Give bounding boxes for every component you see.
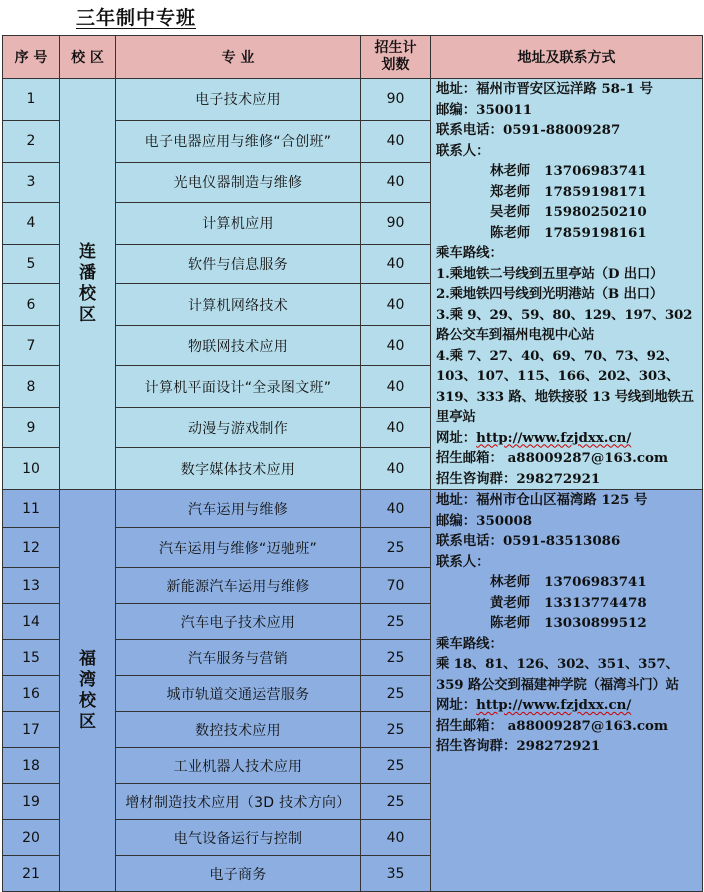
header-row [3,36,703,79]
row-number: 3 [3,162,60,202]
enrollment-plan: 90 [361,79,431,121]
major-name: 数控技术应用 [116,712,361,748]
contact-tel: 15980250210 [544,204,647,220]
route-text: 2.乘地铁四号线到光明港站（B 出口） [436,286,664,302]
qq-group-text: 招生咨询群：298272921 [436,738,601,754]
enrollment-plan: 40 [361,408,431,448]
row-number: 2 [3,120,60,162]
major-name: 城市轨道交通运营服务 [116,676,361,712]
table-row [3,79,703,121]
major-name: 增材制造技术应用（3D 技术方向） [116,784,361,820]
website-line [436,695,702,716]
table-row [3,490,703,528]
contact-tel: 13030899512 [544,615,647,631]
contact-person [436,202,702,223]
postcode-text: 邮编：350008 [436,512,533,529]
major-name: 计算机应用 [116,202,361,244]
enrollment-plan: 40 [361,820,431,856]
contact-person [436,572,702,593]
contact-tel: 13706983741 [544,574,647,590]
enrollment-plan: 40 [361,284,431,326]
route-text: 4.乘 7、27、40、69、70、73、92、103、107、115、166、202、303、319、333 路、地铁接驳 13 号线到地铁五里亭站 [436,347,694,425]
major-name: 工业机器人技术应用 [116,748,361,784]
campus2-section [3,490,703,892]
header-seq: 序 号 [3,36,60,79]
phone-text: 联系电话：0591-83513086 [436,533,621,549]
contact-name: 陈老师 [490,224,531,241]
row-number: 4 [3,202,60,244]
campus-name-char: 校 [79,690,96,711]
contact-name: 林老师 [490,574,531,590]
phone-text: 联系电话：0591-88009287 [436,122,621,138]
page-title: 三年制中专班 [76,7,197,29]
website-link[interactable]: http://www.fzjdxx.cn/ [476,697,632,713]
major-name: 电子电器应用与维修“合创班” [116,120,361,162]
major-name: 数字媒体技术应用 [116,448,361,490]
contact-label: 联系人： [436,553,490,570]
row-number: 14 [3,604,60,640]
row-number: 18 [3,748,60,784]
contact-label: 联系人： [436,142,490,159]
header-campus: 校 区 [60,36,116,79]
major-name: 汽车服务与营销 [116,640,361,676]
email-text: 招生邮箱： a88009287@163.com [436,717,669,734]
route-text: 乘 18、81、126、302、351、357、359 路公交到福建神学院（福湾斗门）站 [436,656,679,693]
major-name: 汽车运用与维修 [116,490,361,528]
enrollment-plan: 70 [361,568,431,604]
route-text: 3.乘 9、29、59、80、129、197、302 路公交车到福州电视中心站 [436,306,693,343]
enrollment-plan: 25 [361,528,431,568]
row-number: 6 [3,284,60,326]
campus-name-char: 潘 [79,263,96,283]
enrollment-plan: 25 [361,604,431,640]
campus-name-char: 福 [79,648,96,669]
enrollment-plan: 25 [361,784,431,820]
major-name: 汽车运用与维修“迈驰班” [116,528,361,568]
row-number: 12 [3,528,60,568]
qq-group-text: 招生咨询群：298272921 [436,470,601,487]
row-number: 21 [3,856,60,892]
enrollment-plan: 40 [361,490,431,528]
row-number: 8 [3,366,60,408]
enrollment-plan: 25 [361,676,431,712]
major-name: 光电仪器制造与维修 [116,162,361,202]
enrollment-plan: 40 [361,326,431,366]
contact-tel: 13313774478 [544,594,647,611]
campus-info [431,79,703,490]
row-number: 10 [3,448,60,490]
address-text: 地址：福州市晋安区远洋路 58-1 号 [436,81,653,97]
row-number: 13 [3,568,60,604]
contact-person [436,223,702,244]
contact-tel: 13706983741 [544,163,647,179]
enrollment-plan: 25 [361,712,431,748]
enrollment-plan: 25 [361,640,431,676]
website-line [436,428,702,449]
row-number: 7 [3,326,60,366]
row-number: 5 [3,244,60,284]
major-name: 计算机网络技术 [116,284,361,326]
campus-info [431,490,703,892]
enrollment-plan: 40 [361,120,431,162]
campus-name-char: 区 [79,711,96,732]
major-name: 电子商务 [116,856,361,892]
header-plan [361,36,431,79]
enrollment-plan: 35 [361,856,431,892]
route-label: 乘车路线： [436,635,503,652]
row-number: 11 [3,490,60,528]
major-name: 汽车电子技术应用 [116,604,361,640]
contact-tel: 17859198161 [544,224,647,241]
contact-person [436,613,702,634]
address-text: 地址：福州市仓山区福湾路 125 号 [436,492,648,508]
enrollment-plan: 40 [361,448,431,490]
enrollment-plan: 90 [361,202,431,244]
row-number: 17 [3,712,60,748]
enrollment-plan: 40 [361,244,431,284]
contact-name: 郑老师 [490,183,531,200]
contact-person [436,593,702,614]
major-name: 电子技术应用 [116,79,361,121]
contact-person [436,182,702,203]
enrollment-plan: 40 [361,162,431,202]
contact-person [436,161,702,182]
major-name: 计算机平面设计“全录图文班” [116,366,361,408]
contact-name: 吴老师 [490,204,531,220]
campus-name [60,79,116,490]
row-number: 20 [3,820,60,856]
major-name: 物联网技术应用 [116,326,361,366]
enrollment-table [2,35,703,892]
header-contact: 地址及联系方式 [431,36,703,79]
website-label: 网址： [436,697,477,713]
contact-name: 黄老师 [490,594,531,611]
route-label: 乘车路线： [436,245,503,261]
row-number: 1 [3,79,60,121]
campus-name-char: 连 [79,242,96,262]
contact-name: 林老师 [490,163,531,179]
major-name: 新能源汽车运用与维修 [116,568,361,604]
enrollment-plan: 40 [361,366,431,408]
contact-tel: 17859198171 [544,183,647,200]
row-number: 9 [3,408,60,448]
row-number: 15 [3,640,60,676]
major-name: 软件与信息服务 [116,244,361,284]
campus-name-char: 湾 [79,669,96,690]
campus-name [60,490,116,892]
campus1-section [3,79,703,490]
header-major: 专 业 [116,36,361,79]
row-number: 19 [3,784,60,820]
major-name: 动漫与游戏制作 [116,408,361,448]
major-name: 电气设备运行与控制 [116,820,361,856]
enrollment-plan: 25 [361,748,431,784]
route-text: 1.乘地铁二号线到五里亭站（D 出口） [436,265,664,282]
row-number: 16 [3,676,60,712]
header-plan-line2: 划数 [381,57,410,73]
header-plan-line1: 招生计 [374,40,417,56]
website-label: 网址： [436,429,477,446]
campus-name-char: 区 [79,305,96,325]
postcode-text: 邮编：350011 [436,101,533,118]
email-text: 招生邮箱： a88009287@163.com [436,450,669,466]
campus-name-char: 校 [79,284,96,304]
contact-name: 陈老师 [490,615,531,631]
website-link[interactable]: http://www.fzjdxx.cn/ [476,429,632,446]
